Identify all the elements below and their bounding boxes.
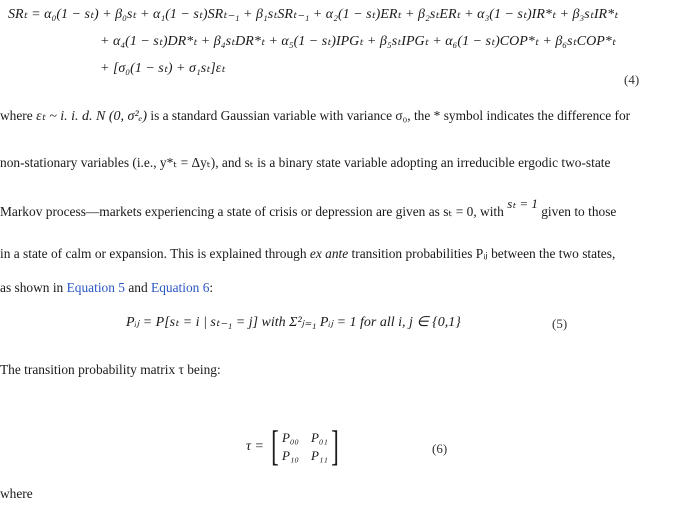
equation-4-line-1: SRₜ = α₀(1 − sₜ) + β₀sₜ + α₁(1 − sₜ)SRₜ₋₁ + β₁sₜSRₜ₋₁ + α₂(1 − sₜ)ERₜ + β₂sₜERₜ + α₃(1 − sₜ)IR*ₜ + β₃sₜIR*ₜ [8, 7, 619, 22]
equation-5-number: (5) [552, 316, 568, 331]
paragraph-line-2: non-stationary variables (i.e., y*ₜ = Δyₜ), and sₜ is a binary state variable adopting an irreducible ergodic two-state [0, 155, 611, 170]
text-colon: : [209, 280, 214, 295]
equation-4-number: (4) [624, 72, 640, 87]
text-gaussian: is a standard Gaussian variable with variance σ₀, the * symbol indicates the difference for [147, 108, 631, 123]
state-one-expression: sₜ = 1 [507, 196, 538, 211]
equation-5: Pᵢⱼ = P[sₜ = i | sₜ₋₁ = j] with Σ²ⱼ₌₁ Pᵢⱼ = 1 for all i, j ∈ {0,1} [126, 315, 461, 330]
text-as-shown: as shown in [0, 280, 67, 295]
matrix-intro: The transition probability matrix τ being: [0, 362, 221, 377]
text-calm: in a state of calm or expansion. This is explained through [0, 246, 310, 261]
text-and: and [124, 280, 152, 295]
matrix-p10: P₁₀ [281, 448, 299, 463]
equation-4-line-3: + [σ₀(1 − sₜ) + σ₁sₜ]εₜ [100, 61, 226, 76]
matrix-p00: P₀₀ [281, 430, 299, 445]
equation-6-link[interactable]: Equation 6 [151, 280, 210, 295]
text-where: where [0, 108, 37, 123]
equation-5-link[interactable]: Equation 5 [66, 280, 125, 295]
text-markov: Markov process—markets experiencing a state of crisis or depression are given as sₜ = 0, with [0, 204, 504, 219]
equation-6-number: (6) [432, 441, 448, 456]
left-bracket: [ [271, 424, 279, 470]
epsilon-definition: εₜ ~ i. i. d. N (0, σ²ₑ) [36, 109, 147, 124]
text-given: given to those [541, 204, 617, 219]
equation-4-line-2: + α₄(1 − sₜ)DR*ₜ + β₄sₜDR*ₜ + α₅(1 − sₜ)IPGₜ + β₅sₜIPGₜ + α₆(1 − sₜ)COP*ₜ + β₆sₜCOP*ₜ [100, 34, 616, 49]
transition-matrix [282, 430, 328, 464]
matrix-p01: P₀₁ [310, 430, 328, 445]
equation-6 [246, 426, 342, 468]
text-transition: transition probabilities Pᵢⱼ between the two states, [348, 246, 616, 261]
paragraph-line-3 [0, 196, 617, 220]
ex-ante-italic: ex ante [309, 246, 349, 261]
closing-where: where [0, 486, 33, 501]
paragraph-line-1 [0, 108, 630, 125]
paragraph-line-5 [0, 280, 213, 296]
right-bracket: ] [331, 424, 339, 470]
matrix-p11: P₁₁ [310, 448, 328, 463]
paragraph-line-4 [0, 246, 615, 262]
tau-lhs: τ = [246, 439, 264, 454]
